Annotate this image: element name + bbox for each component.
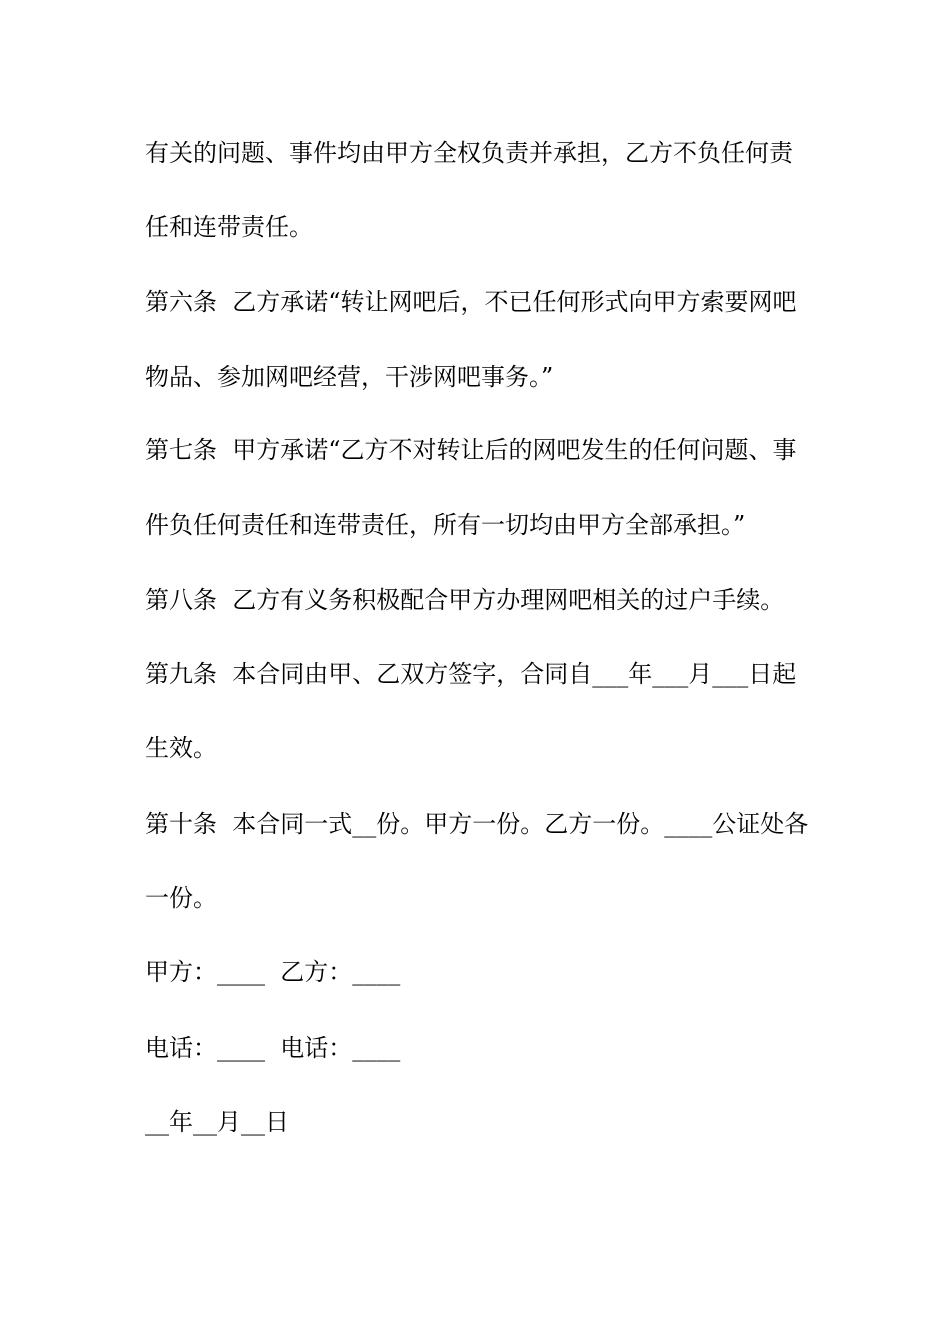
article-nine-line: 第九条 本合同由甲、乙双方签字，合同自___年___月___日起: [145, 660, 797, 688]
contract-text-line: 物品、参加网吧经营，干涉网吧事务。”: [145, 363, 554, 391]
signature-parties-line: 甲方：____ 乙方：____: [145, 958, 401, 986]
article-six-line: 第六条 乙方承诺“转让网吧后，不已任何形式向甲方索要网吧: [145, 288, 797, 316]
article-seven-line: 第七条 甲方承诺“乙方不对转让后的网吧发生的任何问题、事: [145, 436, 797, 464]
phone-line: 电话：____ 电话：____: [145, 1034, 401, 1062]
article-ten-line: 第十条 本合同一式__份。甲方一份。乙方一份。____公证处各: [145, 810, 809, 838]
contract-text-line: 件负任何责任和连带责任，所有一切均由甲方全部承担。”: [145, 511, 746, 539]
contract-text-line: 有关的问题、事件均由甲方全权负责并承担，乙方不负任何责: [145, 139, 793, 167]
contract-text-line: 生效。: [145, 734, 217, 762]
contract-text-line: 任和连带责任。: [145, 213, 313, 241]
article-eight-line: 第八条 乙方有义务积极配合甲方办理网吧相关的过户手续。: [145, 586, 785, 614]
date-line: __年__月__日: [145, 1108, 289, 1136]
contract-text-line: 一份。: [145, 884, 217, 912]
